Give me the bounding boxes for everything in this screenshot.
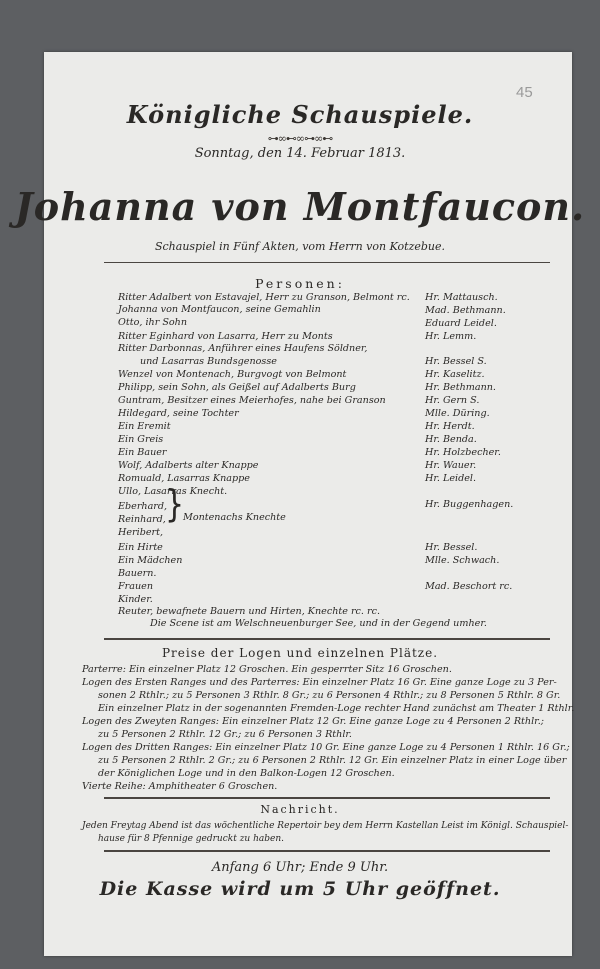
actor: Hr. Herdt.	[425, 421, 475, 432]
actor: Hr. Gern S.	[425, 395, 480, 406]
role: Heribert,	[118, 527, 164, 538]
actor: Mad. Bethmann.	[425, 305, 506, 316]
price-line: Logen des Ersten Ranges und des Parterres: Ein einzelner Platz 16 Gr. Eine ganze Loge zu 3 Per-	[82, 677, 557, 688]
ornament-divider: ⊶∞⊷∞⊶∞⊷	[267, 132, 333, 145]
actor: Hr. Leidel.	[425, 473, 477, 484]
brace: }	[165, 482, 185, 527]
price-line: zu 5 Personen 2 Rthlr. 2 Gr.; zu 6 Personen 2 Rthlr. 12 Gr. Ein einzelner Platz in einer Loge über	[98, 755, 567, 766]
role: Ritter Adalbert von Estavajel, Herr zu Granson, Belmont rc.	[118, 292, 410, 303]
play-subtitle: Schauspiel in Fünf Akten, vom Herrn von Kotzebue.	[154, 240, 446, 253]
actor: Hr. Mattausch.	[425, 292, 498, 303]
role: Wolf, Adalberts alter Knappe	[118, 460, 259, 471]
actor: Hr. Benda.	[425, 434, 477, 445]
role: Ein Hirte	[118, 542, 163, 553]
notice-line: Jeden Freytag Abend ist das wöchentliche Repertoir bey dem Herrn Kastellan Leist im Königl. Schauspiel-	[82, 821, 569, 831]
actor: Hr. Bethmann.	[425, 382, 496, 393]
role: Romuald, Lasarras Knappe	[118, 473, 250, 484]
actor: Hr. Kaselitz.	[425, 369, 485, 380]
actor: Hr. Lemm.	[425, 331, 477, 342]
actor: Hr. Bessel S.	[425, 356, 487, 367]
divider	[104, 797, 550, 799]
actor: Hr. Buggenhagen.	[425, 499, 514, 510]
role: Ritter Darbonnas, Anführer eines Haufens Söldner,	[118, 343, 368, 354]
role: Guntram, Besitzer eines Meierhofes, nahe bei Granson	[118, 395, 386, 406]
performance-times: Anfang 6 Uhr; Ende 9 Uhr.	[211, 860, 389, 875]
divider	[104, 262, 550, 263]
performance-date: Sonntag, den 14. Februar 1813.	[194, 146, 406, 161]
role: Ritter Eginhard von Lasarra, Herr zu Monts	[118, 331, 333, 342]
role: Kinder.	[118, 594, 153, 605]
role: Frauen	[118, 581, 153, 592]
role: Reinhard,	[118, 514, 166, 525]
role: Bauern.	[118, 568, 157, 579]
role: Hildegard, seine Tochter	[118, 408, 239, 419]
actor: Mlle. Schwach.	[425, 555, 500, 566]
price-line: der Königlichen Loge und in den Balkon-Logen 12 Groschen.	[98, 768, 395, 779]
price-line: Ein einzelner Platz in der sogenannten Fremden-Loge rechter Hand zunächst am Theater 1 Rthlr.	[98, 703, 575, 714]
divider	[104, 850, 550, 852]
role: Ein Mädchen	[118, 555, 183, 566]
role: Ein Bauer	[118, 447, 167, 458]
role: und Lasarras Bundsgenosse	[140, 356, 277, 367]
role: Philipp, sein Sohn, als Geißel auf Adalberts Burg	[118, 382, 356, 393]
scene-note: Die Scene ist am Welschneuenburger See, und in der Gegend umher.	[150, 618, 487, 629]
role: Otto, ihr Sohn	[118, 317, 188, 328]
price-line: Logen des Zweyten Ranges: Ein einzelner Platz 12 Gr. Eine ganze Loge zu 4 Personen 2 Rthlr.;	[82, 716, 544, 727]
actor: Eduard Leidel.	[425, 318, 497, 329]
brace-label: Montenachs Knechte	[183, 512, 286, 523]
cast-heading: Personen:	[255, 276, 345, 291]
role: Johanna von Montfaucon, seine Gemahlin	[118, 304, 321, 315]
notice-line: hause für 8 Pfennige gedruckt zu haben.	[98, 834, 284, 844]
box-office-notice: Die Kasse wird um 5 Uhr geöffnet.	[99, 878, 501, 900]
play-title: Johanna von Montfaucon.	[14, 184, 586, 229]
price-line: Logen des Dritten Ranges: Ein einzelner Platz 10 Gr. Eine ganze Loge zu 4 Personen 1 Rthlr. 16 Gr.;	[82, 742, 570, 753]
actor: Mlle. Düring.	[425, 408, 490, 419]
actor: Hr. Holzbecher.	[425, 447, 501, 458]
price-line: Parterre: Ein einzelner Platz 12 Groschen. Ein gesperrter Sitz 16 Groschen.	[82, 664, 452, 675]
role: Wenzel von Montenach, Burgvogt von Belmont	[118, 369, 347, 380]
price-line: sonen 2 Rthlr.; zu 5 Personen 3 Rthlr. 8 Gr.; zu 6 Personen 4 Rthlr.; zu 8 Personen 5 Rthlr. 8 Gr.	[98, 690, 561, 701]
role: Ein Greis	[118, 434, 164, 445]
notice-heading: Nachricht.	[260, 803, 340, 816]
theatre-name: Königliche Schauspiele.	[126, 100, 474, 129]
actor: Mad. Beschort rc.	[425, 581, 513, 592]
prices-heading: Preise der Logen und einzelnen Plätze.	[161, 646, 439, 660]
actor: Hr. Wauer.	[425, 460, 477, 471]
divider	[104, 638, 550, 640]
role: Ein Eremit	[118, 421, 171, 432]
role: Eberhard,	[118, 501, 168, 512]
actor: Hr. Bessel.	[425, 542, 478, 553]
price-line: zu 5 Personen 2 Rthlr. 12 Gr.; zu 6 Personen 3 Rthlr.	[98, 729, 352, 740]
role: Ullo, Lasarras Knecht.	[118, 486, 228, 497]
page-number: 45	[516, 84, 533, 101]
price-line: Vierte Reihe: Amphitheater 6 Groschen.	[82, 781, 278, 792]
role: Reuter, bewafnete Bauern und Hirten, Knechte rc. rc.	[118, 606, 381, 617]
